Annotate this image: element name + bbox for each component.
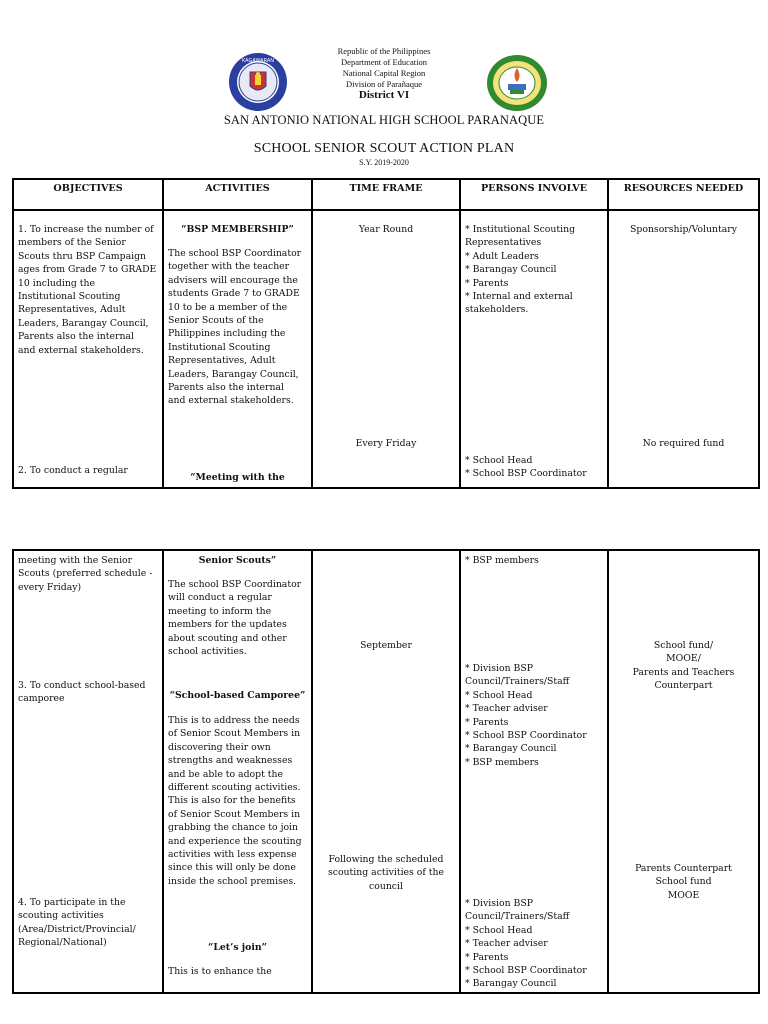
persons-3: * Division BSP Council/Trainers/Staff * School Head * Teacher adviser * Parents * School BSP Coordinator * Barangay Council * BSP members	[465, 663, 587, 768]
col-header-objectives: OBJECTIVES	[13, 179, 163, 210]
objective-3: 3. To conduct school-based camporee	[18, 680, 146, 705]
school-name: SAN ANTONIO NATIONAL HIGH SCHOOL PARANAQUE	[223, 113, 545, 127]
time-frame-cell-cont	[312, 550, 460, 993]
persons-involve-cell-cont	[460, 550, 608, 993]
objective-4: 4. To participate in the scouting activities (Area/District/Provincial/ Regional/National)	[18, 897, 136, 949]
objective-1: 1. To increase the number of members of the Senior Scouts thru BSP Campaign ages from Grade 7 to GRADE 10 including the Institutional Scouting Representatives, Adult Leaders, Barangay Council, Parents also the internal and external stakeholders.	[18, 224, 157, 356]
objective-2-cont: meeting with the Senior Scouts (preferred schedule - every Friday)	[18, 555, 153, 593]
department-line: Department of Education	[341, 57, 427, 67]
action-plan-table-page2	[12, 549, 760, 994]
activity-1-title: “BSP MEMBERSHIP”	[181, 224, 294, 235]
district-line: District VI	[358, 89, 410, 101]
activity-4-body: This is to enhance the	[168, 966, 272, 977]
objectives-cell	[13, 210, 163, 488]
persons-2: * School Head * School BSP Coordinator	[465, 455, 587, 480]
resources-cell-cont	[608, 550, 759, 993]
activity-2-title-start: “Meeting with the	[190, 472, 285, 483]
time-frame-2: Every Friday	[355, 438, 417, 449]
objectives-cell-cont	[13, 550, 163, 993]
school-year: S.Y. 2019-2020	[359, 158, 409, 167]
resources-4: Parents Counterpart School fund MOOE	[635, 863, 732, 901]
objective-2-start: 2. To conduct a regular	[18, 465, 128, 476]
division-line: Division of Parañaque	[345, 79, 422, 89]
activities-cell	[163, 210, 312, 488]
col-header-persons-involve: PERSONS INVOLVE	[460, 179, 608, 210]
resources-1: Sponsorship/Voluntary	[630, 224, 737, 235]
activity-4-title: “Let’s join”	[207, 942, 267, 953]
col-header-activities: ACTIVITIES	[163, 179, 312, 210]
republic-line: Republic of the Philippines	[337, 46, 431, 56]
resources-2: No required fund	[642, 438, 725, 449]
activities-cell-cont	[163, 550, 312, 993]
persons-involve-cell	[460, 210, 608, 488]
time-frame-cell	[312, 210, 460, 488]
time-frame-1: Year Round	[358, 224, 414, 235]
persons-1: * Institutional Scouting Representatives * Adult Leaders * Barangay Council * Parents * Internal and external stakeholders.	[465, 224, 576, 316]
svg-text:KAGAWARAN: KAGAWARAN	[241, 58, 275, 64]
col-header-resources-needed: RESOURCES NEEDED	[608, 179, 759, 210]
time-frame-4: Following the scheduled scouting activities of the council	[327, 854, 444, 892]
resources-3: School fund/ MOOE/ Parents and Teachers Counterpart	[632, 640, 735, 692]
activity-2-title-cont: Senior Scouts”	[198, 555, 277, 566]
activity-3-title: “School-based Camporee”	[169, 690, 306, 701]
action-plan-table-page1	[12, 178, 760, 489]
activity-3-body: This is to address the needs of Senior Scout Members in discovering their own strengths and weaknesses and be able to adopt the different scouting activities. This is also for the benefits of Senior Scout Members in grabbing the chance to join and experience the scouting activities with less expense since this will only be done inside the school premises.	[168, 715, 302, 887]
resources-cell	[608, 210, 759, 488]
page-title: SCHOOL SENIOR SCOUT ACTION PLAN	[253, 141, 515, 156]
activity-1-body: The school BSP Coordinator together with the teacher advisers will encourage the students Grade 7 to GRADE 10 to be a member of the Senior Scouts of the Philippines including the Institutional Scouting Representatives, Adult Leaders, Barangay Council, Parents also the internal and external stakeholders.	[168, 248, 302, 407]
persons-4: * Division BSP Council/Trainers/Staff * School Head * Teacher adviser * Parents * School BSP Coordinator * Barangay Council	[465, 898, 587, 990]
col-header-time-frame: TIME FRAME	[312, 179, 460, 210]
persons-2-cont: * BSP members	[465, 555, 539, 566]
activity-2-body: The school BSP Coordinator will conduct a regular meeting to inform the members for the updates about scouting and other school activities.	[168, 579, 302, 658]
time-frame-3: September	[360, 640, 412, 651]
region-line: National Capital Region	[342, 68, 426, 78]
